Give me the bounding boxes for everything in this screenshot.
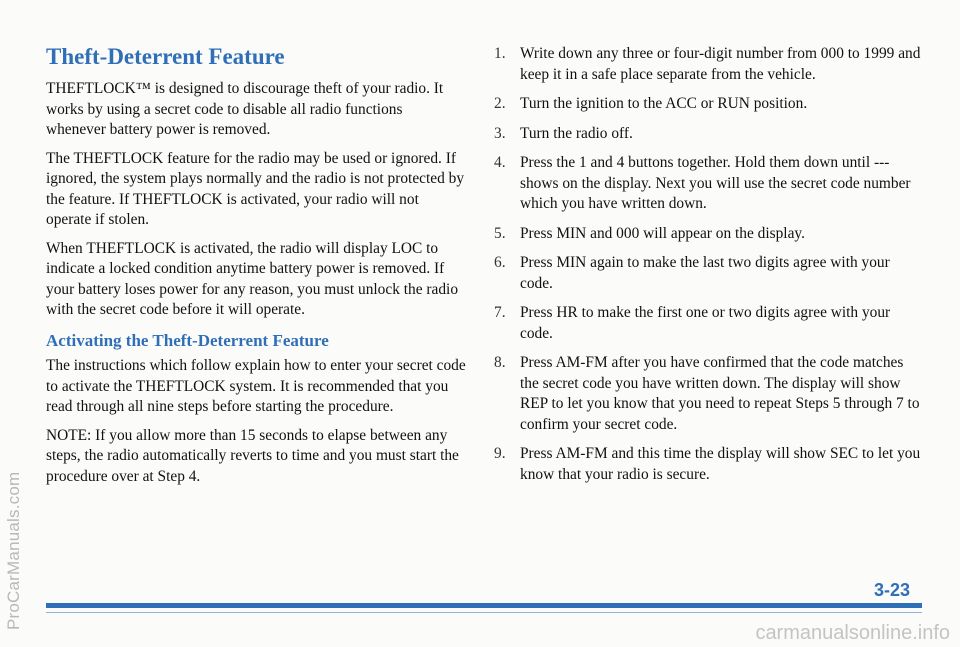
section-subtitle: Activating the Theft-Deterrent Feature: [46, 330, 329, 350]
step-item: [494, 153, 924, 215]
note-paragraph: NOTE: If you allow more than 15 seconds to elapse between any steps, the radio automatically reverts to time and you must start the procedure over at Step 4.: [46, 426, 459, 485]
step-item: [494, 224, 924, 245]
step-number: 8.: [494, 354, 506, 371]
step-number: 3.: [494, 124, 506, 142]
bottom-watermark: carmanualsonline.info: [755, 622, 950, 644]
step-item: [494, 444, 924, 485]
footer-rule-thin: [46, 612, 922, 613]
step-text: Turn the ignition to the ACC or RUN position.: [520, 95, 808, 112]
footer-rule: [46, 603, 922, 608]
step-number: 4.: [494, 154, 506, 171]
step-text: Press MIN and 000 will appear on the display.: [520, 224, 805, 242]
step-number: 9.: [494, 445, 506, 462]
step-number: 7.: [494, 304, 506, 321]
step-item: [494, 124, 924, 145]
step-text: Press AM-FM after you have confirmed that the code matches the secret code you have written down. The display will show REP to let you know that you need to repeat Steps 5 through 7 to confirm your secret code.: [520, 354, 920, 433]
left-column: [46, 44, 466, 495]
section-title: Theft-Deterrent Feature: [46, 44, 285, 69]
step-number: 5.: [494, 224, 506, 242]
step-number: 1.: [494, 45, 506, 62]
step-text: Write down any three or four-digit number from 000 to 1999 and keep it in a safe place separate from the vehicle.: [520, 45, 921, 83]
step-number: 2.: [494, 95, 506, 112]
step-text: Press HR to make the first one or two digits agree with your code.: [520, 304, 891, 342]
steps-list: [494, 44, 924, 485]
intro-paragraph: THEFTLOCK™ is designed to discourage theft of your radio. It works by using a secret code to disable all radio functions whenever battery power is removed.: [46, 80, 444, 139]
step-item: [494, 94, 924, 115]
page-number: 3-23: [873, 580, 910, 600]
step-number: 6.: [494, 254, 506, 271]
step-text: Press MIN again to make the last two digits agree with your code.: [520, 254, 890, 292]
step-text: Turn the radio off.: [520, 124, 633, 142]
right-column: [494, 44, 924, 494]
step-text: Press AM-FM and this time the display will show SEC to let you know that your radio is secure.: [520, 445, 921, 483]
side-watermark: ProCarManuals.com: [4, 471, 23, 630]
step-text: Press the 1 and 4 buttons together. Hold them down until --- shows on the display. Next you will use the secret code number which you have written down.: [520, 154, 911, 212]
usage-paragraph: The THEFTLOCK feature for the radio may be used or ignored. If ignored, the system plays normally and the radio is not protected by the feature. If THEFTLOCK is activated, your radio will not operate if stolen.: [46, 149, 465, 229]
instructions-paragraph: The instructions which follow explain how to enter your secret code to activate the THEFTLOCK system. It is recommended that you read through all nine steps before starting the procedure.: [46, 357, 466, 416]
loc-paragraph: When THEFTLOCK is activated, the radio will display LOC to indicate a locked condition anytime battery power is removed. If your battery loses power for any reason, you must unlock the radio with the secret code before it will operate.: [46, 239, 459, 319]
step-item: [494, 303, 924, 344]
step-item: [494, 253, 924, 294]
step-item: [494, 44, 924, 85]
step-item: [494, 353, 924, 435]
